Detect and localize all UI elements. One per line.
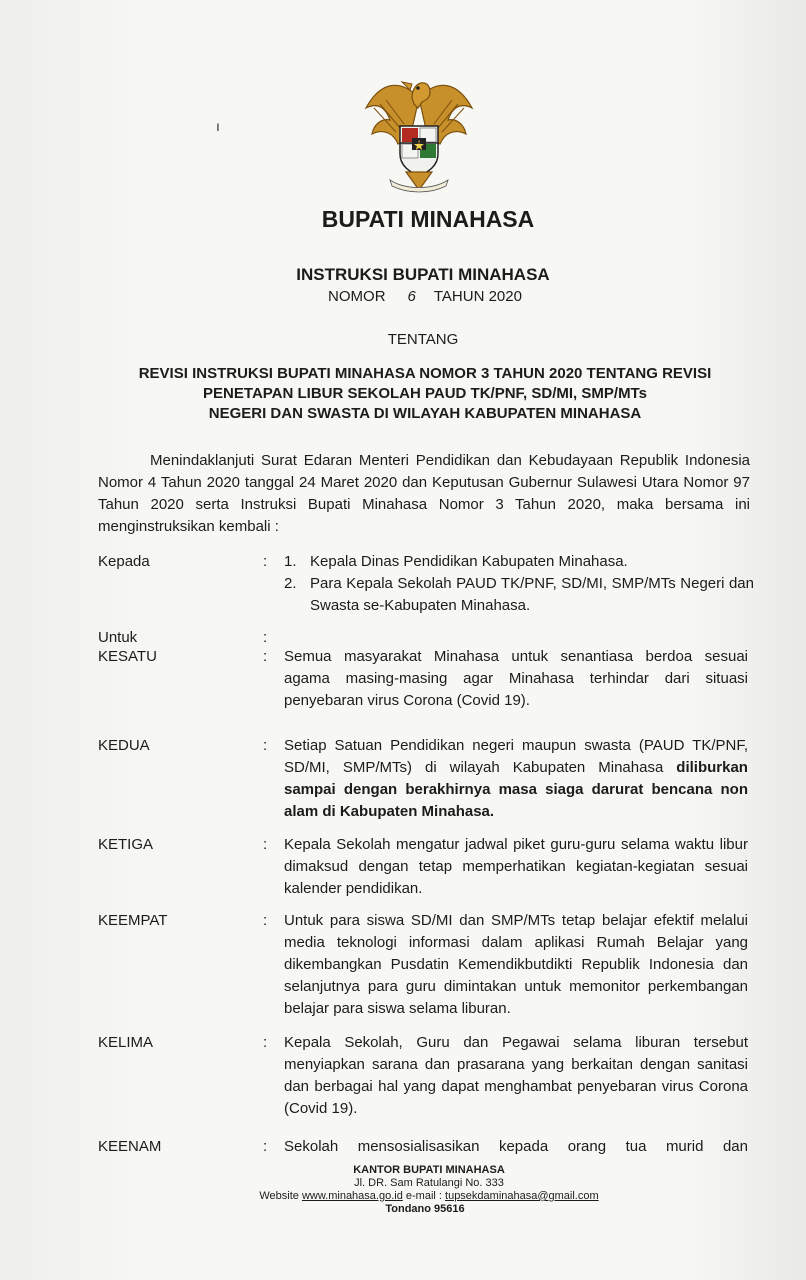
section-text: Untuk para siswa SD/MI dan SMP/MTs tetap belajar efektif melalui media teknologi informasi dalam aplikasi Rumah Belajar yang dikembangkan Pusdatin Kemendikbutdikti Republik Indonesia dan selanjutnya para guru dimintakan untuk memonitor perkembangan belajar para siswa selama liburan. <box>284 912 748 1017</box>
colon: : <box>263 737 268 754</box>
colon: : <box>263 912 268 929</box>
garuda-emblem-icon <box>360 68 478 196</box>
kepada-label: Kepada <box>98 553 150 570</box>
subject-heading <box>22 364 806 424</box>
section-label: KETIGA <box>98 836 154 853</box>
website-link[interactable]: www.minahasa.go.id <box>301 1190 403 1202</box>
section-label: KEENAM <box>98 1138 162 1155</box>
tentang-label: TENTANG <box>387 331 459 348</box>
footer-contact: Website www.minahasa.go.id e-mail : tupsekdaminahasa@gmail.com <box>259 1190 599 1202</box>
subject-line: PENETAPAN LIBUR SEKOLAH PAUD TK/PNF, SD/MI, SMP/MTs <box>203 385 647 402</box>
section-text: Semua masyarakat Minahasa untuk senantiasa berdoa sesuai agama masing-masing agar Minahasa terhindar dari situasi penyebaran virus Corona (Covid 19). <box>284 648 748 709</box>
section-text: Sekolah mensosialisasikan kepada orang tua murid dan <box>284 1138 748 1155</box>
footer-city: Tondano 95616 <box>385 1203 465 1215</box>
instruction-heading: INSTRUKSI BUPATI MINAHASA <box>296 265 550 284</box>
email-link[interactable]: tupsekdaminahasa@gmail.com <box>445 1190 599 1202</box>
footer-office: KANTOR BUPATI MINAHASA <box>353 1164 505 1176</box>
document-title: BUPATI MINAHASA <box>321 206 535 232</box>
subject-line: NEGERI DAN SWASTA DI WILAYAH KABUPATEN MINAHASA <box>208 405 642 422</box>
intro-paragraph: Menindaklanjuti Surat Edaran Menteri Pendidikan dan Kebudayaan Republik Indonesia Nomor 4 Tahun 2020 tanggal 24 Maret 2020 dan Keputusan Gubernur Sulawesi Utara Nomor 97 Tahun 2020 serta Instruksi Bupati Minahasa Nomor 3 Tahun 2020, maka bersama ini menginstruksikan kembali : <box>98 452 750 535</box>
colon: : <box>263 836 268 853</box>
recipient-list <box>284 551 754 617</box>
nomor-label: NOMOR <box>328 288 386 305</box>
instruction-number <box>22 288 806 305</box>
footer-address: Jl. DR. Sam Ratulangi No. 333 <box>354 1177 504 1189</box>
section-label: KEEMPAT <box>98 912 168 929</box>
pen-mark: ı <box>216 118 220 134</box>
section-label: KEDUA <box>98 737 150 754</box>
section-label: KESATU <box>98 648 157 665</box>
section-bold-text: diliburkan sampai dengan berakhirnya masa siaga darurat bencana non alam di Kabupaten Minahasa. <box>284 759 748 820</box>
nomor-value: 6 <box>407 288 416 305</box>
list-item: 1. Kepala Dinas Pendidikan Kabupaten Minahasa. <box>284 553 628 570</box>
colon: : <box>263 1034 268 1051</box>
untuk-label: Untuk <box>98 629 138 646</box>
section-text: Kepala Sekolah, Guru dan Pegawai selama liburan tersebut menyiapkan sarana dan prasarana yang berkaitan dengan sanitasi dan berbagai hal yang dapat menghambat penyebaran virus Corona (Covid 19). <box>284 1034 748 1117</box>
section-label: KELIMA <box>98 1034 154 1051</box>
colon: : <box>263 648 268 665</box>
colon: : <box>263 629 268 646</box>
section-text: Kepala Sekolah mengatur jadwal piket guru-guru selama waktu libur dimaksud dengan tetap memperhatikan kegiatan-kegiatan sesuai kalender pendidikan. <box>284 836 748 897</box>
tahun-label: TAHUN 2020 <box>433 288 522 305</box>
list-item: 2. Para Kepala Sekolah PAUD TK/PNF, SD/MI, SMP/MTs Negeri dan Swasta se-Kabupaten Minahasa. <box>284 575 754 614</box>
subject-line: REVISI INSTRUKSI BUPATI MINAHASA NOMOR 3 TAHUN 2020 TENTANG REVISI <box>138 365 712 382</box>
colon: : <box>263 553 268 570</box>
section-text: Setiap Satuan Pendidikan negeri maupun swasta (PAUD TK/PNF, SD/MI, SMP/MTs) di wilayah Kabupaten Minahasa diliburkan sampai dengan berakhirnya masa siaga darurat bencana non alam di Kabupaten Minahasa. <box>284 737 748 820</box>
colon: : <box>263 1138 268 1155</box>
